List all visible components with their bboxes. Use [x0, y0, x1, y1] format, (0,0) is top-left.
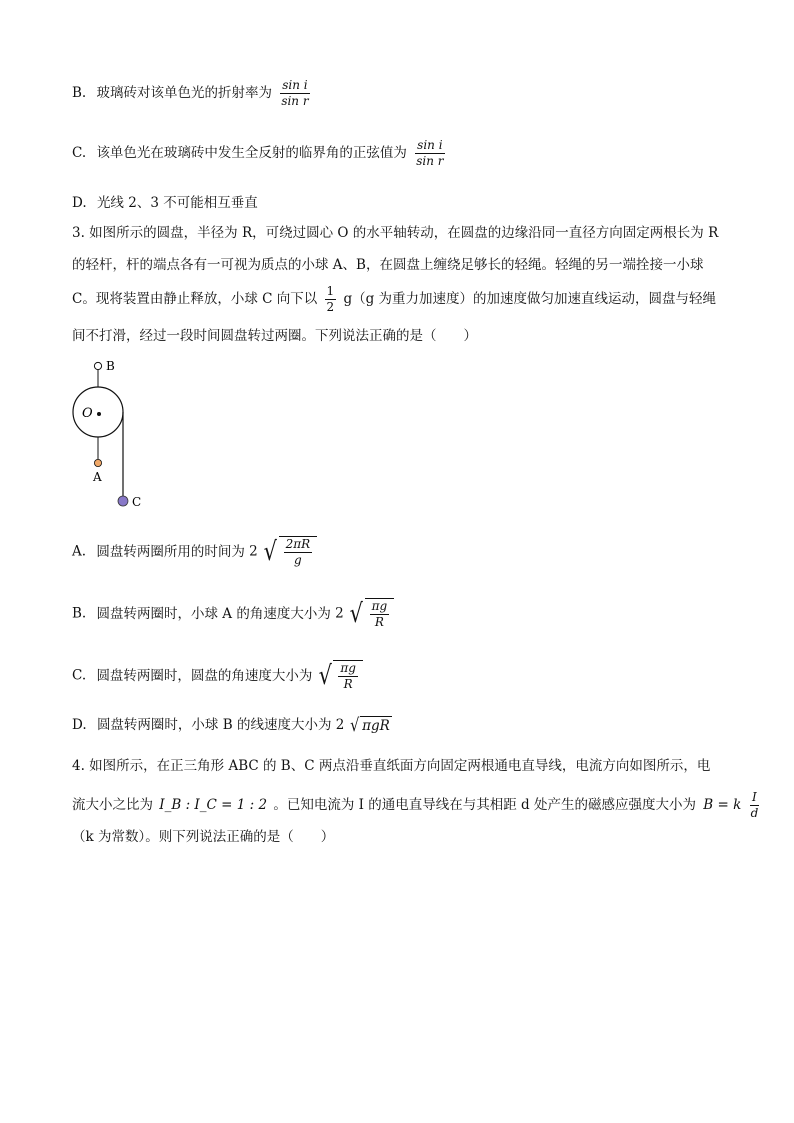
fraction-denominator: sin r [416, 154, 444, 168]
q3-stem-line-1: 3. 如图所示的圆盘，半径为 R，可绕过圆心 O 的水平轴转动，在圆盘的边缘沿同一直径方向固定两根长为 R [72, 225, 719, 241]
fraction-numerator: sin i [417, 138, 443, 152]
q3-line3-part-b: g（g 为重力加速度）的加速度做匀加速直线运动，圆盘与轻绳 [343, 291, 717, 307]
fraction-denominator: d [750, 806, 759, 820]
q3-option-b-letter: B. [72, 605, 87, 622]
radical-icon: √ [349, 714, 359, 736]
q3-half-fraction [325, 284, 337, 315]
radicand [279, 536, 318, 568]
option-b [72, 78, 314, 109]
option-b-letter: B. [72, 85, 87, 101]
q3-line3-part-a: C。现将装置由静止释放，小球 C 向下以 [72, 291, 318, 307]
fraction-denominator: R [374, 615, 384, 629]
sqrt-expression [262, 536, 317, 568]
sqrt-expression [317, 660, 363, 692]
fraction-numerator: 1 [326, 284, 335, 298]
option-d [72, 194, 258, 212]
option-c-letter: C. [72, 145, 87, 161]
fraction-numerator: πg [340, 661, 356, 675]
field-formula-fraction [749, 790, 761, 821]
option-c-fraction [414, 138, 445, 169]
q4-line2-part-b: 。已知电流为 I 的通电直导线在与其相距 d 处产生的磁感应强度大小为 [273, 797, 696, 813]
option-c-text: 该单色光在玻璃砖中发生全反射的临界角的正弦值为 [96, 145, 407, 161]
coefficient: 2 [335, 605, 344, 622]
q4-stem-line-3: （k 为常数）。则下列说法正确的是（ ） [72, 829, 335, 845]
ball-a [94, 459, 101, 466]
q3-option-c [72, 660, 363, 692]
q4-stem-line-2 [72, 790, 763, 821]
sqrt-expression [348, 598, 394, 630]
radicand-fraction [338, 661, 358, 692]
q3-option-c-letter: C. [72, 667, 87, 684]
current-ratio: I_B : I_C = 1 : 2 [159, 797, 268, 813]
ball-c [118, 496, 128, 506]
fraction-numerator: I [752, 790, 757, 804]
q3-option-b [72, 598, 394, 630]
fraction-numerator: 2πR [285, 537, 311, 551]
fraction-denominator: g [294, 553, 302, 567]
q4-stem-line-1: 4. 如图所示，在正三角形 ABC 的 B、C 两点沿垂直纸面方向固定两根通电直导线，电流方向如图所示，电 [72, 758, 711, 774]
radicand: πgR [362, 718, 390, 734]
q4-line2-part-a: 流大小之比为 [72, 797, 153, 813]
q3-stem-line-4: 间不打滑，经过一段时间圆盘转过两圈。下列说法正确的是（ ） [72, 328, 477, 344]
q3-option-d-letter: D. [72, 717, 87, 733]
radical-icon: √ [349, 599, 363, 629]
label-o: O [82, 406, 93, 421]
radicand [365, 598, 395, 630]
field-formula: B = k [703, 797, 742, 813]
q3-option-a [72, 536, 317, 568]
q3-pulley-figure [60, 355, 170, 515]
q3-option-d-text: 圆盘转两圈时，小球 B 的线速度大小为 [96, 717, 332, 733]
radicand-fraction [284, 537, 313, 568]
disk-center-dot [97, 412, 101, 416]
label-b: B [106, 359, 115, 373]
option-d-text: 光线 2、3 不可能相互垂直 [96, 195, 258, 211]
q3-option-c-text: 圆盘转两圈时，圆盘的角速度大小为 [96, 667, 313, 684]
option-b-fraction [279, 78, 310, 109]
fraction-denominator: 2 [326, 300, 335, 314]
q3-option-a-text: 圆盘转两圈所用的时间为 [96, 543, 245, 560]
option-b-text: 玻璃砖对该单色光的折射率为 [96, 85, 273, 101]
label-c: C [132, 495, 142, 509]
q3-stem-line-2: 的轻杆，杆的端点各有一可视为质点的小球 A、B，在圆盘上缠绕足够长的轻绳。轻绳的另一端拴接一小球 [72, 257, 704, 273]
q3-stem-line-3 [72, 284, 716, 315]
disk [73, 387, 123, 437]
fraction-numerator: sin i [282, 78, 308, 92]
radicand-fraction [370, 599, 390, 630]
coefficient: 2 [335, 717, 345, 733]
q3-option-d [72, 716, 392, 735]
label-a: A [93, 470, 102, 484]
q3-option-a-letter: A. [72, 543, 87, 560]
ball-b [94, 362, 101, 369]
sqrt-expression [349, 716, 392, 735]
option-c [72, 138, 449, 169]
radical-icon: √ [263, 537, 277, 567]
coefficient: 2 [249, 543, 258, 560]
fraction-numerator: πg [371, 599, 388, 613]
radical-icon: √ [318, 661, 332, 691]
q3-option-b-text: 圆盘转两圈时，小球 A 的角速度大小为 [96, 605, 331, 622]
option-d-letter: D. [72, 195, 87, 211]
fraction-denominator: sin r [281, 94, 309, 108]
radicand [333, 660, 363, 692]
fraction-denominator: R [343, 677, 353, 691]
